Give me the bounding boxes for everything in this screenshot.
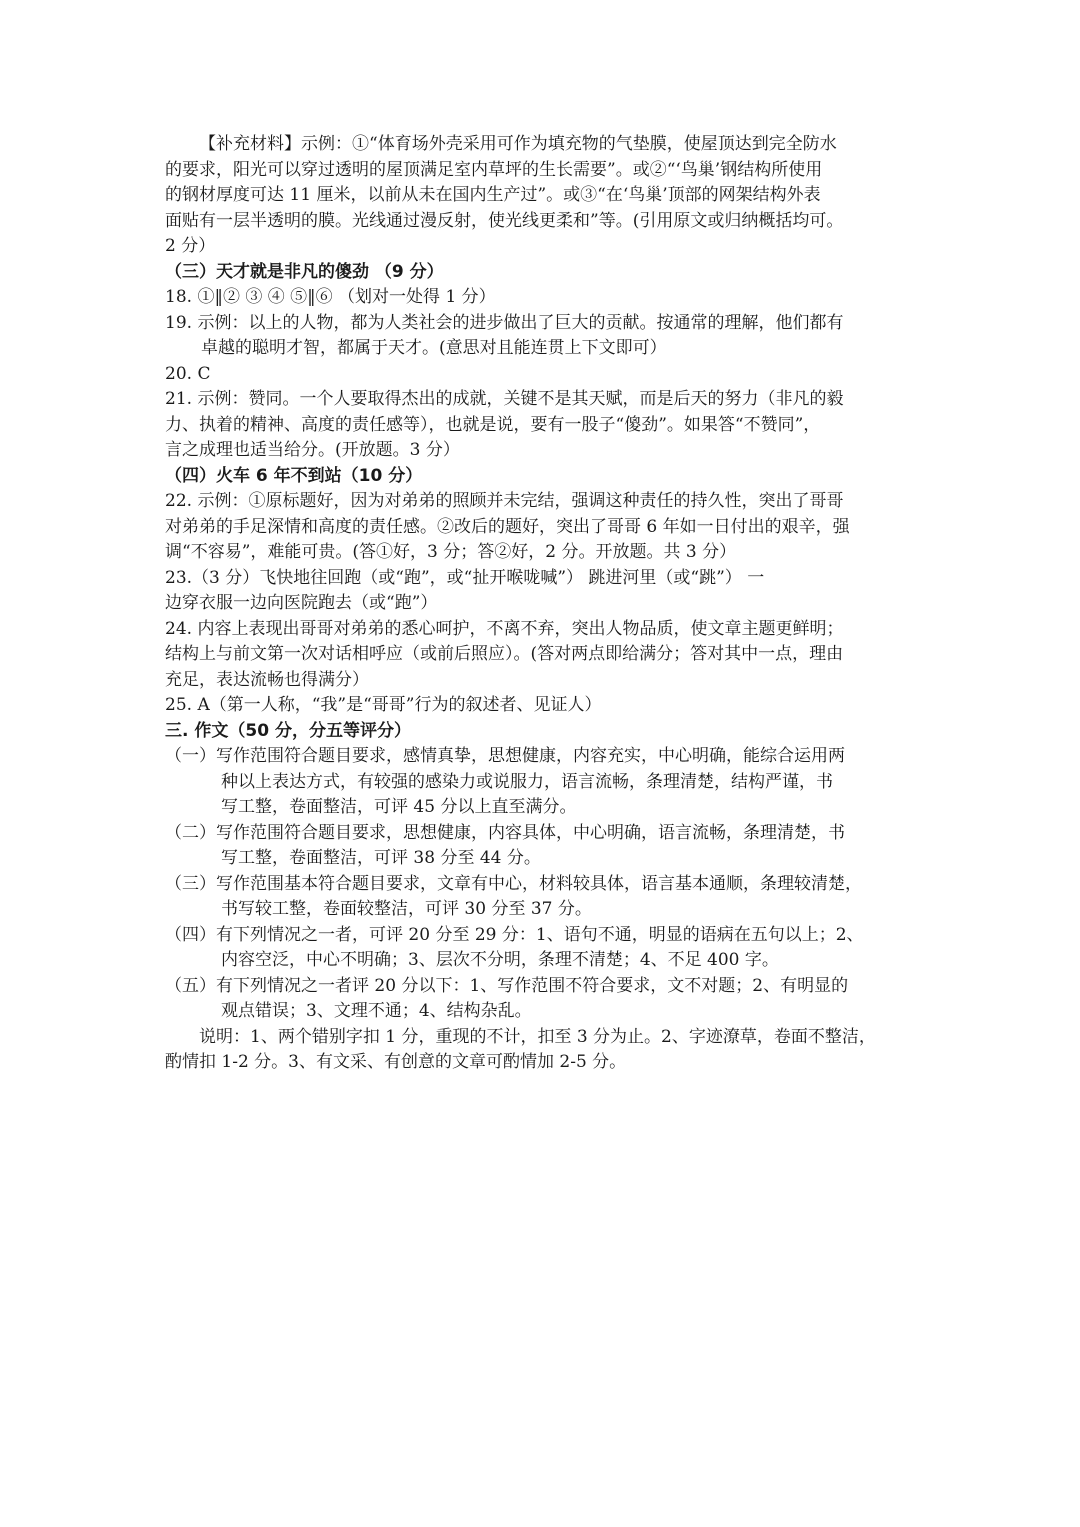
question-24-line-2: 结构上与前文第一次对话相呼应（或前后照应）。(答对两点即给满分；答对其中一点，理由 [165, 644, 844, 664]
question-20: 20. C [165, 363, 211, 384]
question-22-line-1: 22. 示例：①原标题好，因为对弟弟的照顾并未完结，强调这种责任的持久性，突出了哥哥 [165, 491, 844, 511]
question-25: 25. A（第一人称，“我”是“哥哥”行为的叙述者、见证人） [165, 695, 602, 715]
supplement-line-3: 的钢材厚度可达 11 厘米，以前从未在国内生产过”。或③“在‘鸟巢’顶部的网架结构外表 [165, 185, 821, 205]
grade-4-line-1: （四）有下列情况之一者，可评 20 分至 29 分：1、语句不通，明显的语病在五句以上；2、 [165, 924, 864, 945]
question-23-line-2: 边穿衣服一边向医院跑去（或“跑”） [165, 593, 438, 613]
grade-1-line-2: 种以上表达方式，有较强的感染力或说服力，语言流畅，条理清楚，结构严谨，书 [221, 771, 833, 792]
grade-3-line-1: （三）写作范围基本符合题目要求，文章有中心，材料较具体，语言基本通顺，条理较清楚， [165, 873, 862, 894]
section-4-title: （四）火车 6 年不到站（10 分） [165, 465, 423, 486]
grade-2-line-1: （二）写作范围符合题目要求，思想健康，内容具体，中心明确，语言流畅，条理清楚，书 [165, 822, 845, 843]
section-3-title: （三）天才就是非凡的傻劲 （9 分） [165, 261, 444, 282]
grade-5-line-1: （五）有下列情况之一者评 20 分以下：1、写作范围不符合要求，文不对题；2、有明显的 [165, 975, 849, 996]
note-line-1: 说明：1、两个错别字扣 1 分，重现的不计，扣至 3 分为止。2、字迹潦草，卷面不整洁， [199, 1026, 876, 1047]
grade-2-line-2: 写工整，卷面整洁，可评 38 分至 44 分。 [221, 848, 541, 868]
question-19-line-2: 卓越的聪明才智，都属于天才。(意思对且能连贯上下文即可） [201, 338, 667, 358]
question-21-line-2: 力、执着的精神、高度的责任感等），也就是说，要有一股子“傻劲”。如果答“不赞同”， [165, 414, 821, 435]
question-22-line-2: 对弟弟的手足深情和高度的责任感。②改后的题好，突出了哥哥 6 年如一日付出的艰辛，强 [165, 516, 850, 537]
supplement-line-5: 2 分） [165, 236, 216, 256]
supplement-line-1: 【补充材料】示例：①“体育场外壳采用可作为填充物的气垫膜，使屋顶达到完全防水 [199, 134, 837, 154]
grade-1-line-1: （一）写作范围符合题目要求，感情真挚，思想健康，内容充实，中心明确，能综合运用两 [165, 746, 845, 766]
question-22-line-3: 调“不容易”，难能可贵。(答①好，3 分；答②好，2 分。开放题。共 3 分） [165, 542, 737, 562]
grade-4-line-2: 内容空泛，中心不明确；3、层次不分明，条理不清楚；4、不足 400 字。 [221, 950, 779, 970]
note-line-2: 酌情扣 1-2 分。3、有文采、有创意的文章可酌情加 2-5 分。 [165, 1052, 627, 1072]
question-19-line-1: 19. 示例：以上的人物，都为人类社会的进步做出了巨大的贡献。按通常的理解，他们都有 [165, 312, 844, 333]
question-21-line-1: 21. 示例：赞同。一个人要取得杰出的成就，关键不是其天赋，而是后天的努力（非凡的毅 [165, 389, 844, 409]
supplement-line-4: 面贴有一层半透明的膜。光线通过漫反射，使光线更柔和”等。(引用原文或归纳概括均可。 [165, 210, 844, 231]
question-24-line-1: 24. 内容上表现出哥哥对弟弟的悉心呵护，不离不弃，突出人物品质，使文章主题更鲜明； [165, 618, 844, 639]
question-24-line-3: 充足，表达流畅也得满分） [165, 669, 369, 690]
grade-5-line-2: 观点错误；3、文理不通；4、结构杂乱。 [221, 1001, 532, 1021]
grade-1-line-3: 写工整，卷面整洁，可评 45 分以上直至满分。 [221, 797, 577, 817]
supplement-line-2: 的要求，阳光可以穿过透明的屋顶满足室内草坪的生长需要”。或②“‘鸟巢’钢结构所使用 [165, 159, 823, 180]
question-21-line-3: 言之成理也适当给分。(开放题。3 分） [165, 440, 460, 460]
question-18: 18. ①‖② ③ ④ ⑤‖⑥ （划对一处得 1 分） [165, 287, 496, 307]
grade-3-line-2: 书写较工整，卷面较整洁，可评 30 分至 37 分。 [221, 899, 592, 919]
composition-title: 三. 作文（50 分，分五等评分） [165, 720, 411, 741]
question-23-line-1: 23.（3 分）飞快地往回跑（或“跑”，或“扯开喉咙喊”） 跳进河里（或“跳”） 一 [165, 567, 765, 588]
